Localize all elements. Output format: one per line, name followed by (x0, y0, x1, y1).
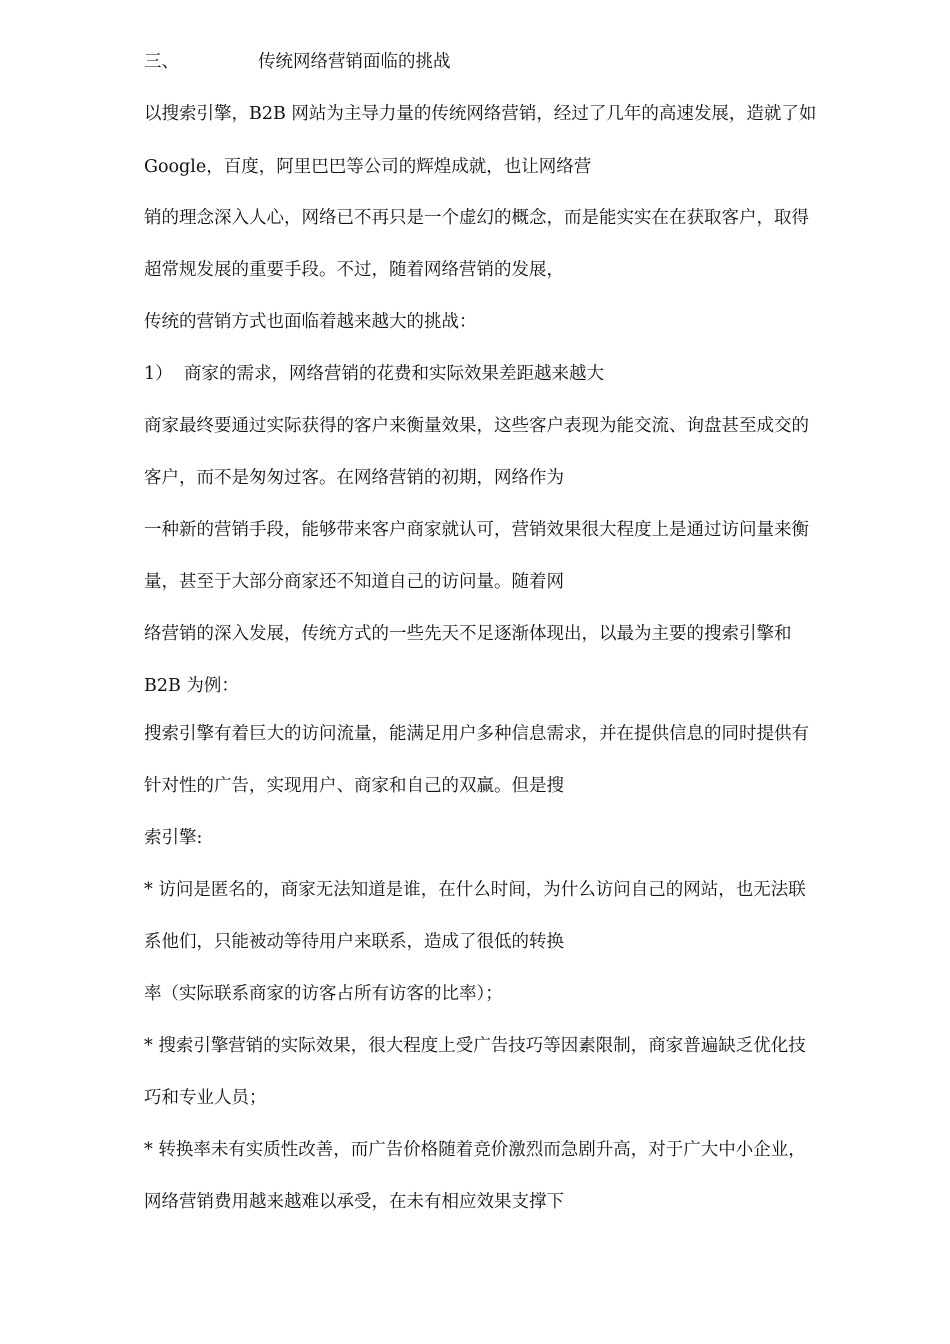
bullet-line: 率（实际联系商家的访客占所有访客的比率）； (144, 984, 503, 1004)
bullet-line: * 访问是匿名的，商家无法知道是谁，在什么时间，为什么访问自己的网站，也无法联 (144, 880, 806, 900)
section-heading (144, 49, 884, 75)
paragraph-line: 以搜索引擎，B2B 网站为主导力量的传统网络营销，经过了几年的高速发展，造就了如 (144, 104, 817, 124)
paragraph-line: 搜索引擎有着巨大的访问流量，能满足用户多种信息需求，并在提供信息的同时提供有 (144, 724, 809, 744)
paragraph-line: 销的理念深入人心，网络已不再只是一个虚幻的概念，而是能实实在在获取客户，取得 (144, 208, 809, 228)
paragraph-line: 索引擎: (144, 828, 203, 848)
paragraph-line: 络营销的深入发展，传统方式的一些先天不足逐渐体现出，以最为主要的搜索引擎和 (144, 624, 792, 644)
section-title: 传统网络营销面临的挑战 (258, 52, 451, 72)
paragraph-line: 针对性的广告，实现用户、商家和自己的双赢。但是搜 (144, 776, 564, 796)
list-item-text: 商家的需求，网络营销的花费和实际效果差距越来越大 (184, 364, 604, 384)
list-item (144, 361, 884, 387)
bullet-line: 巧和专业人员； (144, 1088, 267, 1108)
section-number: 三、 (144, 52, 179, 72)
paragraph-line: 客户，而不是匆匆过客。在网络营销的初期，网络作为 (144, 468, 564, 488)
paragraph-line: 商家最终要通过实际获得的客户来衡量效果，这些客户表现为能交流、询盘甚至成交的 (144, 416, 809, 436)
paragraph-line: 超常规发展的重要手段。不过，随着网络营销的发展， (144, 260, 564, 280)
paragraph-line: B2B 为例： (144, 676, 239, 696)
list-item-number: 1） (144, 364, 173, 384)
bullet-line: 系他们，只能被动等待用户来联系，造成了很低的转换 (144, 932, 564, 952)
bullet-line: 网络营销费用越来越难以承受，在未有相应效果支撑下 (144, 1192, 564, 1212)
paragraph-line: 一种新的营销手段，能够带来客户商家就认可，营销效果很大程度上是通过访问量来衡 (144, 520, 809, 540)
paragraph-line: 传统的营销方式也面临着越来越大的挑战： (144, 312, 477, 332)
bullet-line: * 转换率未有实质性改善，而广告价格随着竞价激烈而急剧升高，对于广大中小企业， (144, 1140, 806, 1160)
paragraph-line: 量，甚至于大部分商家还不知道自己的访问量。随着网 (144, 572, 564, 592)
bullet-line: * 搜索引擎营销的实际效果，很大程度上受广告技巧等因素限制，商家普遍缺乏优化技 (144, 1036, 806, 1056)
paragraph-line: Google，百度，阿里巴巴等公司的辉煌成就，也让网络营 (144, 157, 592, 177)
